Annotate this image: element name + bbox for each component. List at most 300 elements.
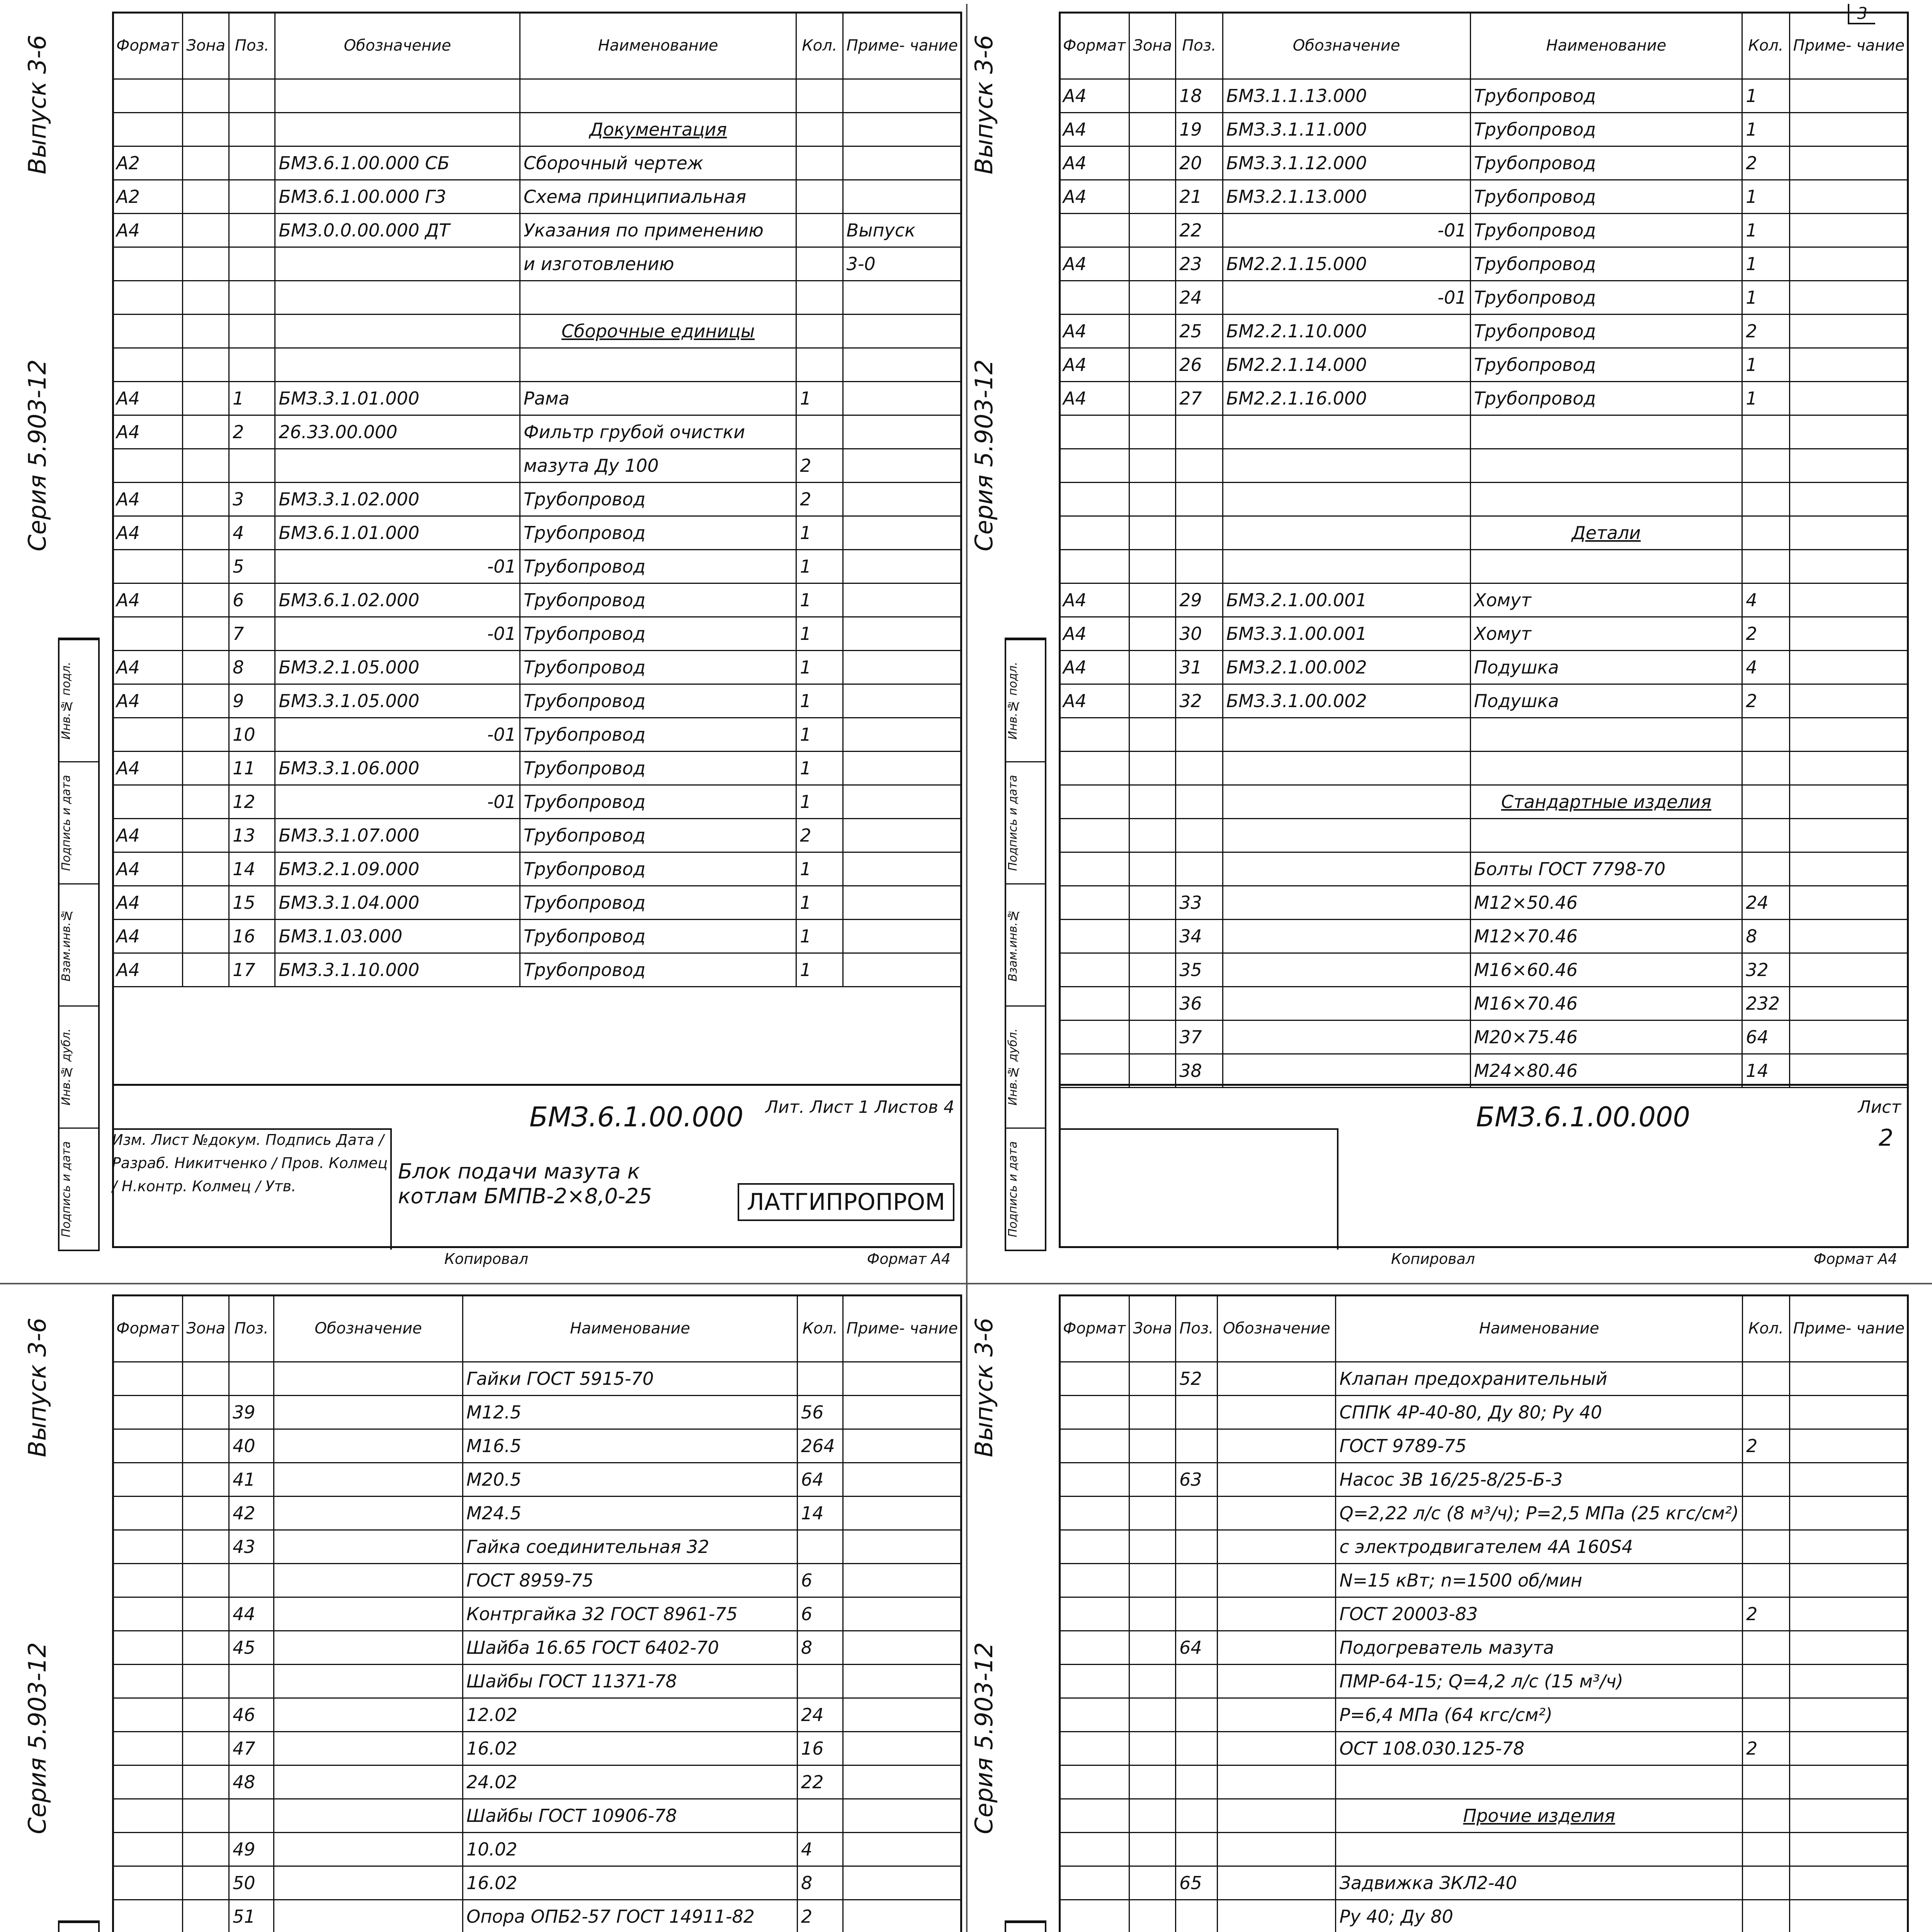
cell-zone [183, 516, 229, 550]
cell-qty: 2 [1743, 1429, 1790, 1463]
cell-zone [1129, 315, 1176, 348]
cell-pos: 29 [1176, 583, 1223, 617]
cell-zone [183, 1833, 229, 1866]
cell-qty: 2 [1742, 146, 1789, 180]
cell-qty: 22 [798, 1765, 843, 1799]
cell-pos [1176, 483, 1223, 516]
table-row [113, 1429, 962, 1463]
table-row [1060, 852, 1908, 886]
table-header-row [113, 1295, 962, 1362]
cell-designation: 26.33.00.000 [275, 415, 520, 449]
signatures-list: Изм. Лист №докум. Подпись Дата / Разраб. Никитченко / Пров. Колмец / Н.контр. Колмец / Утв. [112, 1131, 388, 1195]
cell-zone [1129, 382, 1176, 415]
cell-qty: 2 [1743, 1732, 1790, 1765]
cell-qty: 2 [796, 483, 843, 516]
sheet-divider-horizontal [0, 1283, 1932, 1284]
cell-zone [183, 1900, 229, 1932]
cell-zone [1129, 1866, 1176, 1900]
cell-note [1789, 1665, 1908, 1698]
cell-qty: 6 [798, 1597, 843, 1631]
cell-pos: 21 [1176, 180, 1223, 214]
cell-note [843, 1497, 961, 1530]
cell-zone [1129, 1665, 1176, 1698]
cell-name: Трубопровод [1470, 281, 1742, 315]
cell-designation [275, 348, 520, 382]
cell-format: А4 [113, 953, 183, 987]
cell-qty [1742, 852, 1789, 886]
signature-strip-cell: Инв.№ подл. [60, 639, 98, 761]
table-row [1060, 1732, 1908, 1765]
cell-zone [183, 1698, 229, 1732]
issue-label: Выпуск 3-6 [970, 35, 998, 175]
cell-designation [1218, 1597, 1336, 1631]
table-row [1060, 1698, 1908, 1732]
cell-name: М20×75.46 [1470, 1020, 1742, 1054]
table-row [113, 146, 962, 180]
cell-name: Стандартные изделия [1470, 785, 1742, 819]
cell-qty: 2 [796, 449, 843, 483]
cell-pos: 50 [229, 1866, 274, 1900]
cell-note [843, 483, 961, 516]
header-note: Приме- чание [843, 1295, 961, 1362]
cell-name: Сборочный чертеж [520, 146, 796, 180]
cell-format: А4 [1060, 247, 1129, 281]
table-row [1060, 920, 1908, 953]
cell-qty [796, 214, 843, 247]
cell-name: ГОСТ 9789-75 [1336, 1429, 1743, 1463]
cell-pos [1176, 1799, 1218, 1833]
signature-strip-cell: Подпись и дата [60, 1128, 98, 1250]
sheet-label: Лит. Лист 1 Листов 4 [765, 1097, 954, 1117]
table-row [1060, 1900, 1908, 1932]
table-row [113, 516, 962, 550]
cell-note [843, 146, 961, 180]
cell-pos: 38 [1176, 1054, 1223, 1088]
table-row [1060, 550, 1908, 583]
cell-zone [183, 1866, 229, 1900]
header-pos: Поз. [229, 12, 275, 79]
cell-note [843, 1732, 961, 1765]
table-row [113, 1900, 962, 1932]
sheet-label: Лист [1858, 1097, 1901, 1117]
cell-note [843, 315, 961, 348]
cell-pos [1176, 752, 1223, 785]
cell-qty [796, 146, 843, 180]
table-row [1060, 1665, 1908, 1698]
signature-strip-cell: Взам.инв.№ [60, 883, 98, 1005]
cell-designation: БМЗ.6.1.02.000 [275, 583, 520, 617]
cell-designation: БМ2.2.1.14.000 [1223, 348, 1470, 382]
table-row [113, 1497, 962, 1530]
cell-qty [796, 315, 843, 348]
cell-format [113, 1530, 183, 1564]
cell-designation [274, 1564, 463, 1597]
cell-qty: 1 [796, 785, 843, 819]
cell-format [113, 1396, 183, 1429]
table-row [1060, 1631, 1908, 1665]
header-pos: Поз. [1176, 12, 1223, 79]
cell-name: Трубопровод [520, 684, 796, 718]
cell-pos: 23 [1176, 247, 1223, 281]
title-block [1059, 1084, 1909, 1248]
cell-zone [1129, 550, 1176, 583]
cell-qty [1743, 1463, 1790, 1497]
cell-zone [1129, 920, 1176, 953]
header-designation: Обозначение [1223, 12, 1470, 79]
specification-table [112, 1294, 962, 1932]
cell-name: Трубопровод [520, 516, 796, 550]
cell-zone [183, 1732, 229, 1765]
cell-name [1470, 449, 1742, 483]
cell-format [113, 1698, 183, 1732]
specification-table [1059, 12, 1909, 1088]
cell-note [843, 819, 961, 852]
cell-qty [1742, 415, 1789, 449]
cell-format [1060, 483, 1129, 516]
cell-note [843, 550, 961, 583]
cell-note [843, 752, 961, 785]
cell-qty: 1 [796, 516, 843, 550]
cell-qty [1742, 752, 1789, 785]
cell-pos [1176, 1765, 1218, 1799]
cell-name: Трубопровод [520, 819, 796, 852]
cell-pos: 32 [1176, 684, 1223, 718]
cell-designation: БМЗ.3.1.00.001 [1223, 617, 1470, 651]
cell-name: Трубопровод [520, 920, 796, 953]
cell-zone [1129, 214, 1176, 247]
cell-zone [183, 617, 229, 651]
cell-designation [1218, 1732, 1336, 1765]
cell-qty: 32 [1742, 953, 1789, 987]
cell-format: А4 [113, 886, 183, 920]
table-row [1060, 785, 1908, 819]
table-row [1060, 415, 1908, 449]
cell-note [1789, 180, 1908, 214]
table-row [113, 1463, 962, 1497]
cell-name: М16×60.46 [1470, 953, 1742, 987]
cell-pos: 33 [1176, 886, 1223, 920]
cell-designation [1223, 516, 1470, 550]
cell-format [1060, 1530, 1129, 1564]
cell-format: А4 [113, 415, 183, 449]
cell-qty: 1 [1742, 382, 1789, 415]
cell-designation [275, 281, 520, 315]
cell-name [1470, 718, 1742, 752]
cell-pos: 36 [1176, 987, 1223, 1020]
cell-format [1060, 718, 1129, 752]
header-pos: Поз. [1176, 1295, 1218, 1362]
cell-designation: -01 [275, 785, 520, 819]
cell-name [1470, 819, 1742, 852]
cell-format: А4 [1060, 79, 1129, 113]
cell-designation: БМЗ.3.1.02.000 [275, 483, 520, 516]
table-row [113, 483, 962, 516]
cell-pos [1176, 785, 1223, 819]
cell-designation [1223, 852, 1470, 886]
cell-qty: 1 [796, 953, 843, 987]
series-label: Серия 5.903-12 [970, 1642, 998, 1834]
cell-format: А4 [113, 214, 183, 247]
cell-designation: -01 [1223, 281, 1470, 315]
table-row [113, 449, 962, 483]
table-header-row [113, 12, 962, 79]
cell-qty: 1 [1742, 180, 1789, 214]
cell-qty [1742, 483, 1789, 516]
cell-qty: 4 [1742, 651, 1789, 684]
cell-zone [1129, 1833, 1176, 1866]
cell-qty [798, 1665, 843, 1698]
cell-designation [1223, 953, 1470, 987]
table-row [1060, 1765, 1908, 1799]
table-row [113, 920, 962, 953]
table-row [1060, 1497, 1908, 1530]
cell-designation [1223, 1020, 1470, 1054]
cell-format [1060, 1866, 1129, 1900]
cell-format: А4 [113, 583, 183, 617]
cell-zone [183, 315, 229, 348]
cell-pos [229, 449, 275, 483]
cell-format [113, 1429, 183, 1463]
cell-zone [1129, 1396, 1176, 1429]
cell-name: Сборочные единицы [520, 315, 796, 348]
cell-pos: 6 [229, 583, 275, 617]
cell-format: А4 [1060, 382, 1129, 415]
cell-note [843, 718, 961, 752]
cell-name [520, 348, 796, 382]
spec-sheet-1 [23, 12, 962, 1267]
cell-qty [796, 79, 843, 113]
cell-designation [274, 1631, 463, 1665]
cell-name: Трубопровод [520, 583, 796, 617]
header-format: Формат [113, 12, 183, 79]
cell-note [1789, 449, 1908, 483]
cell-zone [1129, 886, 1176, 920]
cell-zone [1129, 247, 1176, 281]
cell-format [113, 718, 183, 752]
cell-format [1060, 1631, 1129, 1665]
cell-format [1060, 1799, 1129, 1833]
cell-format [1060, 1698, 1129, 1732]
cell-note [843, 1429, 961, 1463]
cell-format: А4 [1060, 113, 1129, 146]
table-row [1060, 1396, 1908, 1429]
table-row [1060, 1362, 1908, 1396]
cell-qty [1743, 1833, 1790, 1866]
cell-zone [1129, 718, 1176, 752]
cell-designation: БМ2.2.1.15.000 [1223, 247, 1470, 281]
cell-qty: 16 [798, 1732, 843, 1765]
cell-qty [1742, 785, 1789, 819]
cell-note [843, 1564, 961, 1597]
cell-qty [796, 348, 843, 382]
cell-zone [1129, 1900, 1176, 1932]
cell-pos: 9 [229, 684, 275, 718]
cell-pos: 51 [229, 1900, 274, 1932]
cell-format: А2 [113, 180, 183, 214]
cell-pos [1176, 1732, 1218, 1765]
cell-designation [1218, 1631, 1336, 1665]
cell-pos: 5 [229, 550, 275, 583]
cell-qty: 1 [796, 651, 843, 684]
cell-format: А4 [1060, 651, 1129, 684]
table-row [1060, 886, 1908, 920]
cell-name: М16.5 [463, 1429, 798, 1463]
sheet-sidebar [15, 1294, 100, 1932]
table-row [113, 79, 962, 113]
table-row [113, 1564, 962, 1597]
cell-designation: БМЗ.3.1.07.000 [275, 819, 520, 852]
cell-format: А4 [113, 752, 183, 785]
cell-name [520, 281, 796, 315]
cell-zone [1129, 1463, 1176, 1497]
cell-format [1060, 1900, 1129, 1932]
cell-zone [1129, 1597, 1176, 1631]
cell-note [843, 281, 961, 315]
series-label: Серия 5.903-12 [970, 359, 998, 551]
table-row [113, 583, 962, 617]
cell-note [1789, 1866, 1908, 1900]
cell-designation [1223, 1054, 1470, 1088]
cell-designation [1223, 483, 1470, 516]
cell-name: Трубопровод [1470, 146, 1742, 180]
cell-qty: 1 [1742, 214, 1789, 247]
cell-zone [183, 1597, 229, 1631]
cell-note [1789, 583, 1908, 617]
cell-designation: БМЗ.3.1.05.000 [275, 684, 520, 718]
spec-sheet-2 [970, 12, 1909, 1267]
cell-note [1789, 1020, 1908, 1054]
cell-name: Трубопровод [1470, 315, 1742, 348]
cell-zone [183, 1463, 229, 1497]
cell-designation [1223, 920, 1470, 953]
cell-zone [183, 79, 229, 113]
cell-note: Выпуск [843, 214, 961, 247]
cell-pos: 44 [229, 1597, 274, 1631]
block-name: Блок подачи мазута к котлам БМПВ-2×8,0-25 [398, 1159, 652, 1208]
cell-name: Трубопровод [520, 550, 796, 583]
table-row [113, 819, 962, 852]
cell-note [1789, 1900, 1908, 1932]
cell-pos: 25 [1176, 315, 1223, 348]
cell-qty: 24 [1742, 886, 1789, 920]
cell-designation [1218, 1799, 1336, 1833]
table-row [1060, 1799, 1908, 1833]
cell-name: М16×70.46 [1470, 987, 1742, 1020]
cell-name: 16.02 [463, 1732, 798, 1765]
cell-name: Трубопровод [520, 953, 796, 987]
table-row [1060, 684, 1908, 718]
cell-designation [1223, 987, 1470, 1020]
cell-pos [229, 146, 275, 180]
cell-format [113, 1597, 183, 1631]
cell-qty [1743, 1396, 1790, 1429]
table-row [113, 415, 962, 449]
title-block [112, 1084, 962, 1248]
table-row [113, 247, 962, 281]
header-pos: Поз. [229, 1295, 274, 1362]
cell-name: ГОСТ 20003-83 [1336, 1597, 1743, 1631]
table-row [1060, 1564, 1908, 1597]
cell-format [113, 785, 183, 819]
cell-pos [229, 1799, 274, 1833]
table-header-row [1060, 1295, 1908, 1362]
cell-note [843, 852, 961, 886]
cell-zone [183, 180, 229, 214]
cell-pos [1176, 718, 1223, 752]
document-code: БМЗ.6.1.00.000 [1476, 1101, 1690, 1133]
cell-zone [183, 1497, 229, 1530]
cell-format [1060, 752, 1129, 785]
cell-note [843, 1597, 961, 1631]
cell-zone [183, 146, 229, 180]
table-row [1060, 146, 1908, 180]
cell-designation: БМЗ.3.1.11.000 [1223, 113, 1470, 146]
table-row [1060, 1866, 1908, 1900]
cell-qty: 8 [1742, 920, 1789, 953]
cell-qty: 4 [798, 1833, 843, 1866]
cell-designation [1218, 1866, 1336, 1900]
cell-name: и изготовлению [520, 247, 796, 281]
cell-note [843, 953, 961, 987]
cell-name: Шайбы ГОСТ 11371-78 [463, 1665, 798, 1698]
cell-zone [1129, 1631, 1176, 1665]
cell-qty: 64 [798, 1463, 843, 1497]
cell-designation [274, 1497, 463, 1530]
cell-qty [796, 415, 843, 449]
signature-strip-cell: Инв.№ дубл. [1006, 1005, 1045, 1128]
cell-designation [274, 1429, 463, 1463]
cell-designation [1223, 752, 1470, 785]
format-label: Формат А4 [867, 1250, 951, 1267]
cell-qty: 1 [1742, 247, 1789, 281]
cell-zone [183, 113, 229, 146]
cell-format [1060, 1564, 1129, 1597]
cell-zone [183, 382, 229, 415]
cell-pos [229, 315, 275, 348]
cell-name: Фильтр грубой очистки [520, 415, 796, 449]
cell-zone [1129, 1765, 1176, 1799]
cell-pos [229, 180, 275, 214]
cell-pos [229, 1564, 274, 1597]
cell-format [113, 315, 183, 348]
document-code: БМЗ.6.1.00.000 [529, 1101, 744, 1133]
table-row [113, 852, 962, 886]
cell-name: Задвижка ЗКЛ2-40 [1336, 1866, 1743, 1900]
cell-format [1060, 920, 1129, 953]
cell-note [1789, 1497, 1908, 1530]
cell-zone [1129, 1732, 1176, 1765]
cell-name: Трубопровод [520, 785, 796, 819]
cell-pos: 19 [1176, 113, 1223, 146]
cell-designation: БМЗ.3.1.00.002 [1223, 684, 1470, 718]
cell-zone [1129, 852, 1176, 886]
cell-zone [183, 1665, 229, 1698]
cell-qty: 1 [796, 382, 843, 415]
page-number: 3 [1848, 4, 1875, 24]
cell-zone [183, 348, 229, 382]
cell-format [1060, 1463, 1129, 1497]
header-designation: Обозначение [1218, 1295, 1336, 1362]
header-zone: Зона [1129, 1295, 1176, 1362]
cell-zone [1129, 1362, 1176, 1396]
cell-pos: 11 [229, 752, 275, 785]
table-row [113, 315, 962, 348]
table-row [1060, 1463, 1908, 1497]
cell-designation [275, 315, 520, 348]
cell-designation: -01 [275, 718, 520, 752]
cell-pos: 14 [229, 852, 275, 886]
cell-qty [1743, 1362, 1790, 1396]
